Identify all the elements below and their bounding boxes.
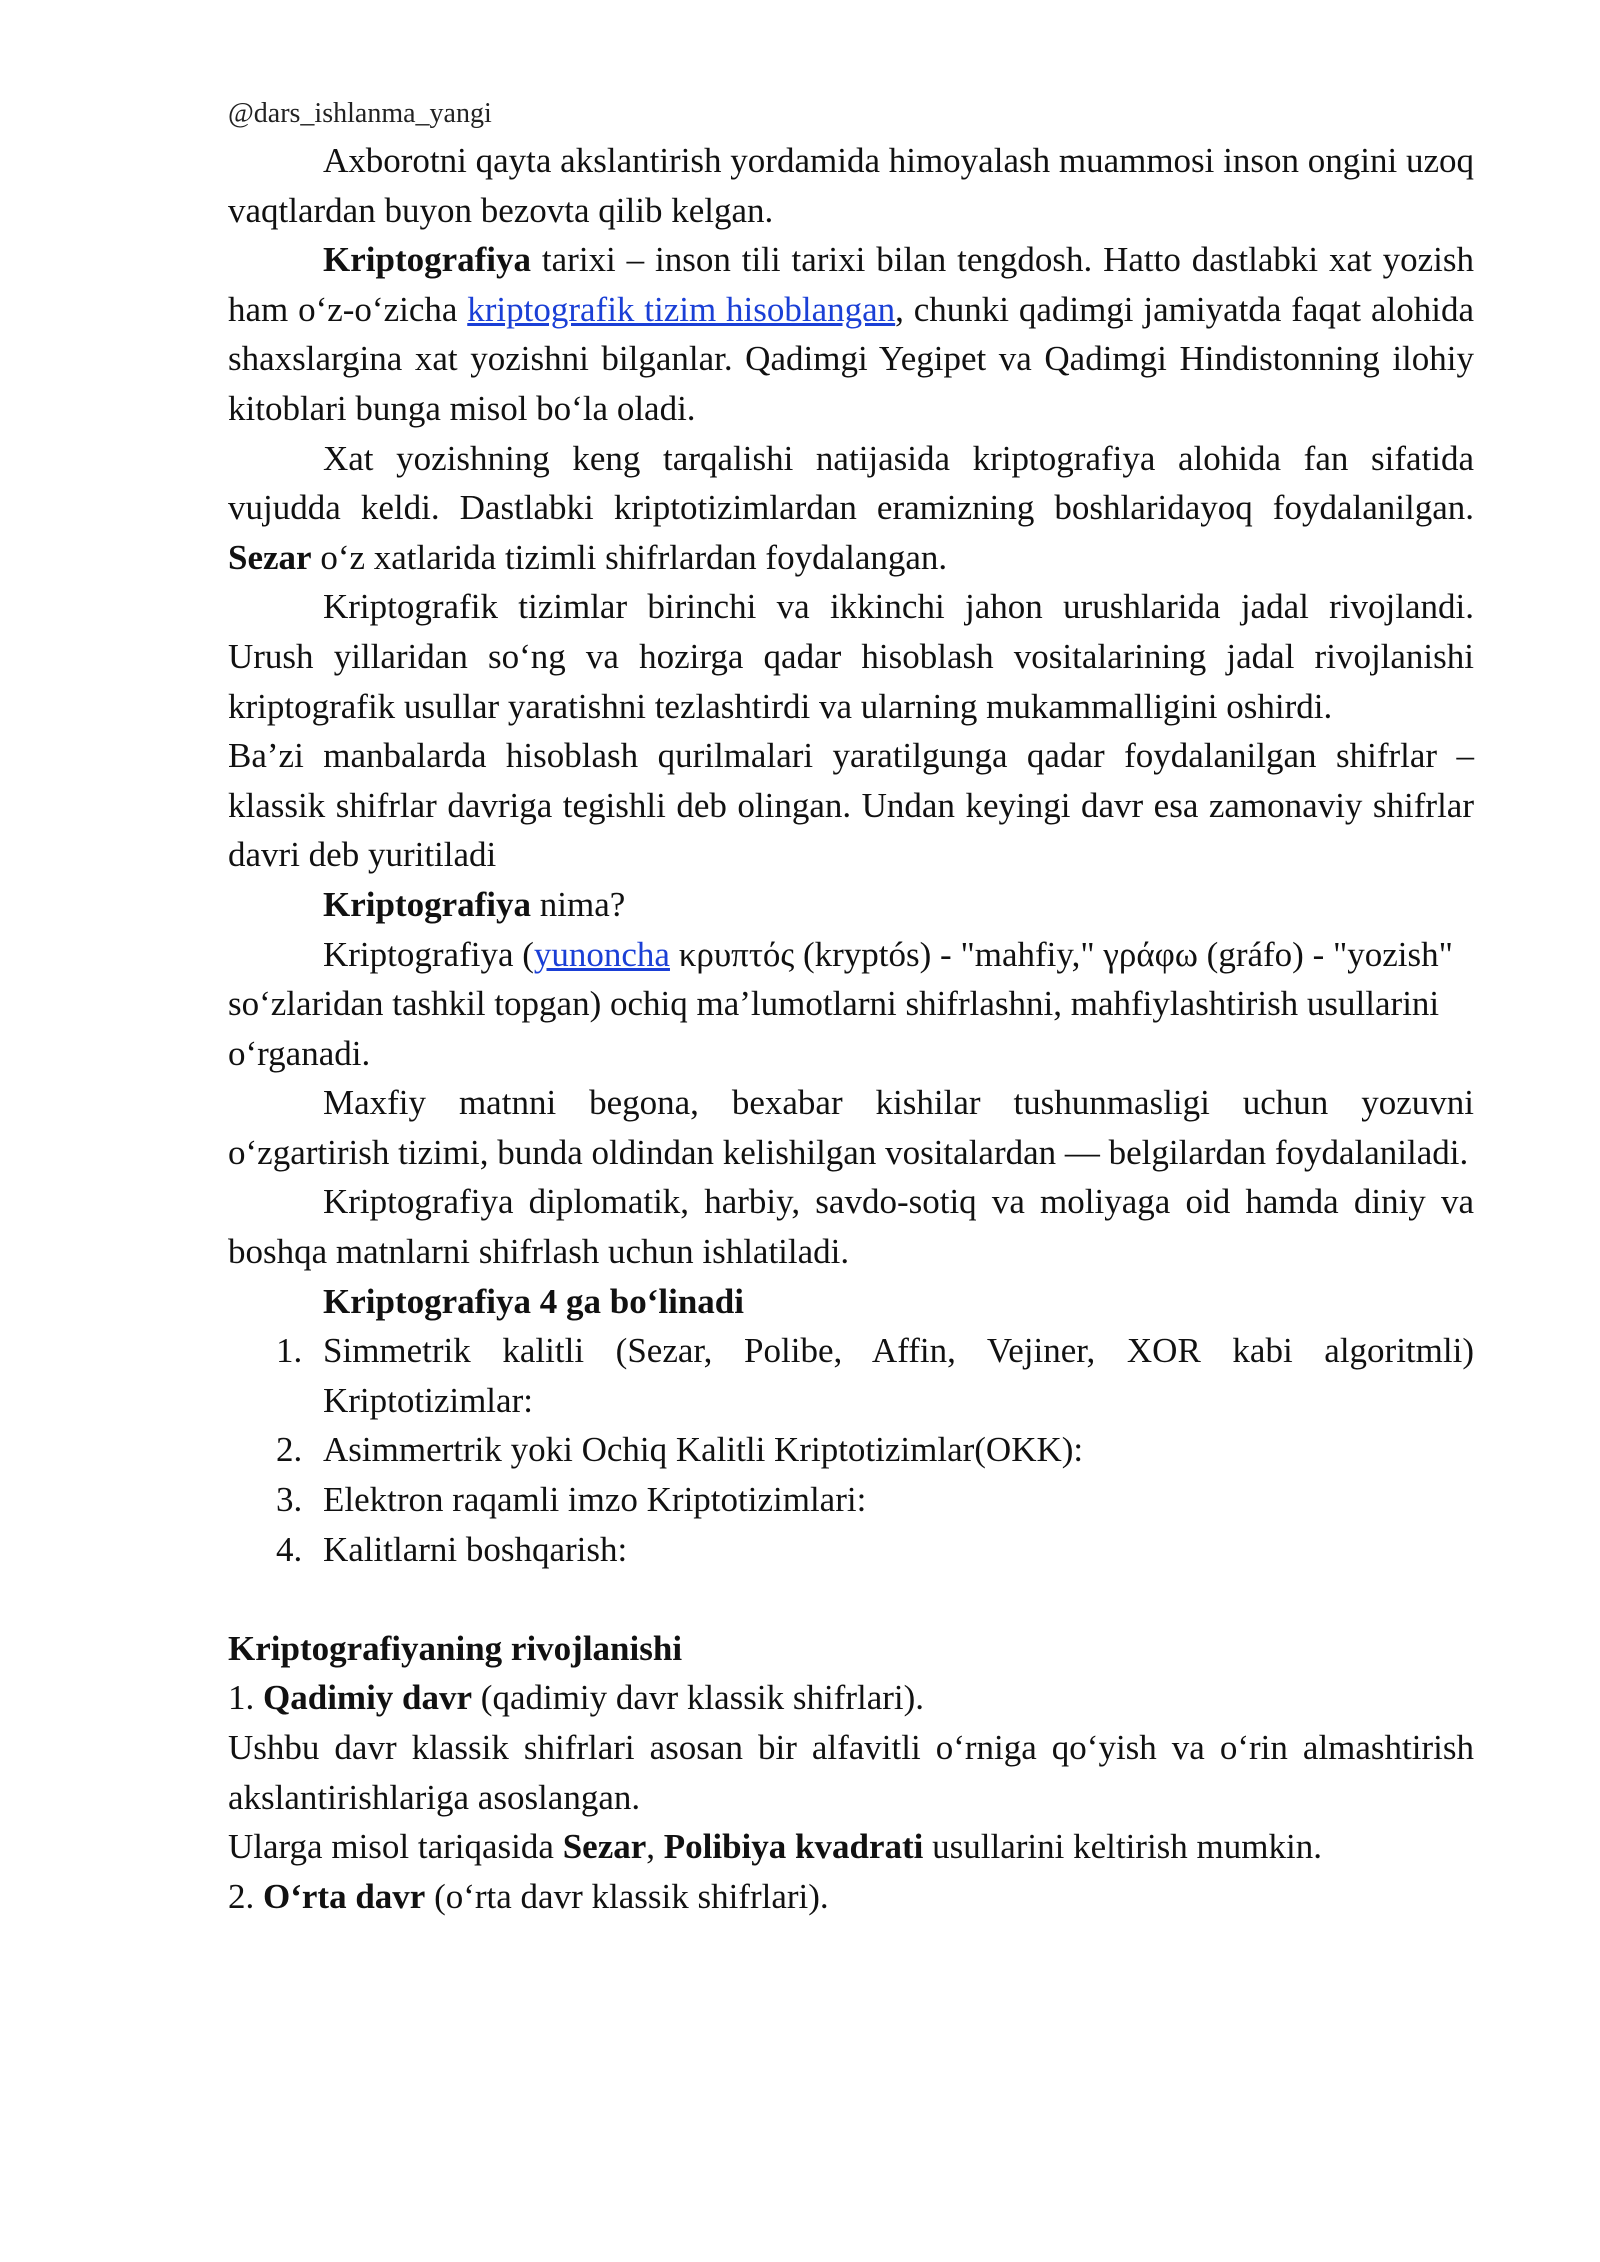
paragraph-wars: Kriptografik tizimlar birinchi va ikkinchi jahon urushlarida jadal rivojlandi. Urush yillaridan so‘ng va hozirga qadar hisoblash vositalarining jadal rivojlanishi kriptografik usullar yaratishni tezlashtirdi va ularning mukammalligini oshirdi. (228, 587, 1474, 726)
paragraph-classic-modern: Ba’zi manbalarda hisoblash qurilmalari yaratilgunga qadar foydalanilgan shifrlar – klassik shifrlar davriga tegishli deb olingan. Undan keyingi davr esa zamonaviy shifrlar davri deb yuritiladi (228, 736, 1474, 875)
paragraph-intro: Axborotni qayta akslantirish yordamida himoyalash muammosi inson ongini uzoq vaqtlardan buyon bezovta qilib kelgan. (228, 141, 1474, 230)
paragraph-examples: Ularga misol tariqasida Sezar, Polibiya kvadrati usullarini keltirish mumkin. (228, 1827, 1322, 1867)
list-item: 3. Elektron raqamli imzo Kriptotizimlari: (276, 1480, 867, 1520)
paragraph-usage: Kriptografiya diplomatik, harbiy, savdo-sotiq va moliyaga oid hamda diniy va boshqa matnlarni shifrlash uchun ishlatiladi. (228, 1182, 1474, 1272)
development-heading: Kriptografiyaning rivojlanishi (228, 1628, 683, 1668)
paragraph-secret-text: Maxfiy matnni begona, bexabar kishilar tushunmasligi uchun yozuvni o‘zgartirish tizimi, bunda oldindan kelishilgan vositalardan — belgilardan foydalaniladi. (228, 1083, 1474, 1172)
list-item: 1. Simmetrik kalitli (Sezar, Polibe, Affin, Vejiner, XOR kabi algoritmli) Kriptotizimlar: (276, 1331, 1474, 1420)
list-item: 4. Kalitlarni boshqarish: (276, 1529, 628, 1569)
link-yunoncha[interactable]: yunoncha (533, 934, 670, 974)
period-middle: 2. O‘rta davr (o‘rta davr klassik shifrlari). (228, 1876, 829, 1916)
paragraph-history: Kriptografiya tarixi – inson tili tarixi bilan tengdosh. Hatto dastlabki xat yozish ham o‘z-o‘zicha kriptografik tizim hisoblangan, chunki qadimgi jamiyatda faqat alohida shaxslargina xat yozishni bilganlar. Qadimgi Yegipet va Qadimgi Hindistonning ilohiy kitoblari bunga misol bo‘la oladi. (228, 240, 1474, 428)
period-ancient: 1. Qadimiy davr (qadimiy davr klassik shifrlari). (228, 1678, 925, 1718)
term-sezar: Sezar (228, 537, 312, 577)
paragraph-ancient-desc: Ushbu davr klassik shifrlari asosan bir alfavitli o‘rniga qo‘yish va o‘rin almashtirish akslantirishlariga asoslangan. (228, 1728, 1474, 1817)
watermark: @dars_ishlanma_yangi (228, 98, 492, 129)
document-page (228, 92, 1474, 1921)
link-kriptografik-tizim[interactable]: kriptografik tizim hisoblangan (467, 289, 896, 329)
paragraph-caesar: Xat yozishning keng tarqalishi natijasida kriptografiya alohida fan sifatida vujudda keldi. Dastlabki kriptotizimlardan eramizning boshlaridayoq foydalanilgan. Sezar o‘z xatlarida tizimli shifrlardan foydalangan. (228, 438, 1474, 577)
blank-line (228, 1574, 1474, 1624)
division-heading: Kriptografiya 4 ga bo‘linadi (323, 1281, 744, 1321)
list-item: 2. Asimmertrik yoki Ochiq Kalitli Kriptotizimlar(OKK): (276, 1430, 1084, 1470)
division-list (228, 1326, 1474, 1574)
term-kriptografiya: Kriptografiya (323, 240, 532, 280)
paragraph-definition: Kriptografiya (yunoncha κρυπτός (kryptós) - "mahfiy," γράφω (gráfo) - "yozish" so‘zlaridan tashkil topgan) ochiq ma’lumotlarni shifrlashni, mahfiylashtirish usullarini o‘rganadi. (228, 934, 1453, 1073)
question-heading: Kriptografiya nima? (323, 884, 626, 924)
